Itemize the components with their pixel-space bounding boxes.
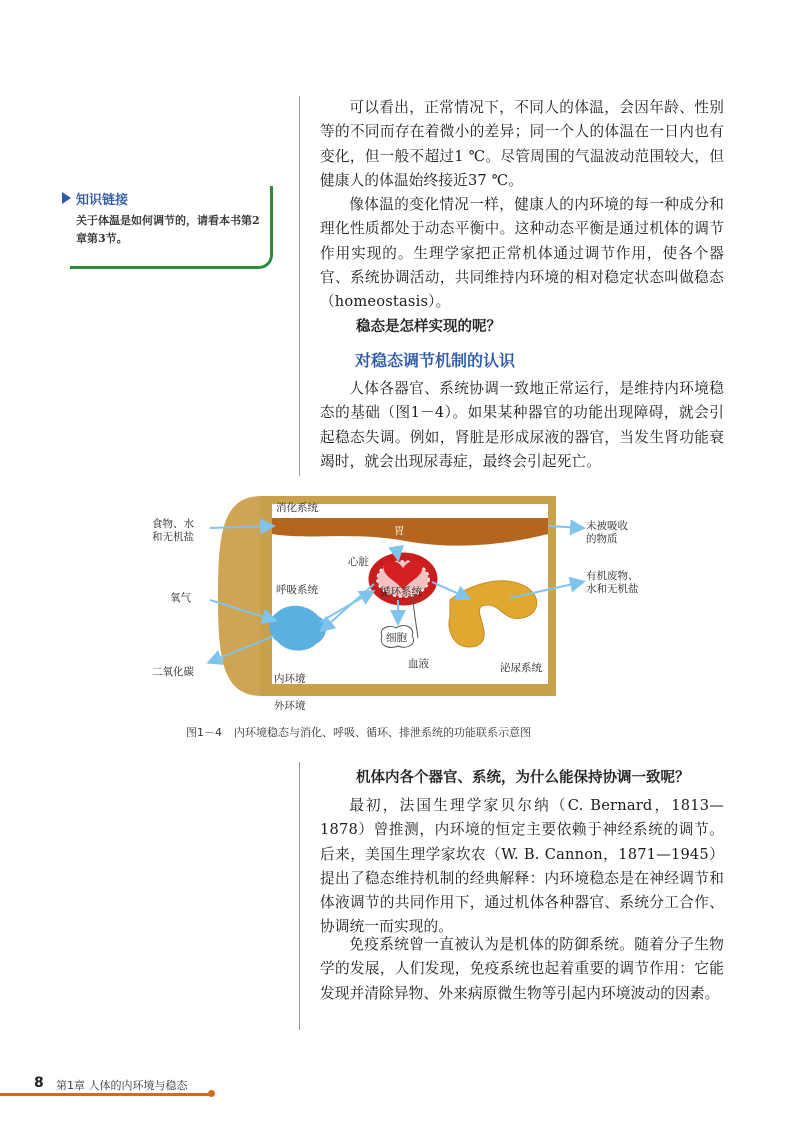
digestive-system-label: 消化系统 <box>276 502 318 514</box>
cells-label: 细胞 <box>386 632 407 644</box>
stomach-label: 胃 <box>394 525 405 537</box>
respiratory-system-label: 呼吸系统 <box>276 584 318 596</box>
margin-rule-top <box>299 96 300 476</box>
paragraph-immune-system: 免疫系统曾一直被认为是机体的防御系统。随着分子生物学的发展，人们发现，免疫系统也起着重要的调节作用：它能发现并清除异物、外来病原微生物等引起内环境波动的因素。 <box>320 936 724 1002</box>
sidebar-title: 知识链接 <box>76 193 129 208</box>
paragraph-organ-coordination: 人体各器官、系统协调一致地正常运行，是维持内环境稳态的基础（图1－4）。如果某种器官的功能出现障碍，就会引起稳态失调。例如，肾脏是形成尿液的器官，当发生肾功能衰竭时，就会出现尿毒症，最终会引起死亡。 <box>320 380 724 470</box>
paragraph-body-temperature: 可以看出，正常情况下，不同人的体温，会因年龄、性别等的不同而存在着微小的差异；同一个人的体温在一日内也有变化，但一般不超过1 ℃。尽管周围的气温波动范围较大，但健康人的体温始终接近37 ℃。 <box>320 99 724 189</box>
footer-rule <box>0 1093 212 1096</box>
sidebar-body: 关于体温是如何调节的，请看本书第2章第3节。 <box>76 214 260 245</box>
margin-rule-bottom <box>299 762 300 1030</box>
question-why-coordinated: 机体内各个器官、系统，为什么能保持协调一致呢？ <box>356 770 690 786</box>
food-label: 食物、水 和无机盐 <box>152 518 194 543</box>
urinary-system-label: 泌尿系统 <box>500 662 542 674</box>
co2-label: 二氧化碳 <box>152 666 194 678</box>
figure-caption <box>186 724 531 740</box>
figure-1-4 <box>150 488 670 714</box>
external-environment-label: 外环境 <box>274 700 306 712</box>
question-how-homeostasis: 稳态是怎样实现的呢？ <box>356 319 501 335</box>
paragraph-homeostasis-definition: 像体温的变化情况一样，健康人的内环境的每一种成分和理化性质都处于动态平衡中。这种动态平衡是通过机体的调节作用实现的。生理学家把正常机体通过调节作用，使各个器官、系统协调活动，共同维持内环境的相对稳定状态叫做稳态（homeostasis）。 <box>320 196 724 311</box>
footer-dot <box>208 1090 215 1097</box>
paragraph-historical-theories: 最初，法国生理学家贝尔纳（C. Bernard，1813—1878）曾推测，内环境的恒定主要依赖于神经系统的调节。后来，美国生理学家坎农（W. B. Cannon，1871—1945）提出了稳态维持机制的经典解释：内环境稳态是在神经调节和体液调节的共同作用下，通过机体各种器官、系统分工合作、协调统一而实现的。 <box>320 797 724 936</box>
page-number: 8 <box>34 1075 44 1091</box>
internal-environment-label: 内环境 <box>274 673 306 685</box>
oxygen-label: 氧气 <box>170 592 191 604</box>
blood-label: 血液 <box>408 658 429 670</box>
page-footer <box>0 1073 215 1095</box>
unabsorbed-label: 未被吸收 的物质 <box>586 520 628 545</box>
waste-label: 有机废物、 水和无机盐 <box>586 570 639 595</box>
chapter-title: 第1章 人体的内环境与稳态 <box>56 1079 188 1092</box>
figure-number: 图1－4 <box>186 726 222 739</box>
heart-label: 心脏 <box>348 556 369 568</box>
section-title: 对稳态调节机制的认识 <box>355 351 516 370</box>
knowledge-link-sidebar <box>60 186 274 270</box>
triangle-bullet-icon <box>62 192 71 204</box>
figure-caption-text: 内环境稳态与消化、呼吸、循环、排泄系统的功能联系示意图 <box>234 726 531 739</box>
circulatory-system-label: 循环系统 <box>380 586 422 598</box>
